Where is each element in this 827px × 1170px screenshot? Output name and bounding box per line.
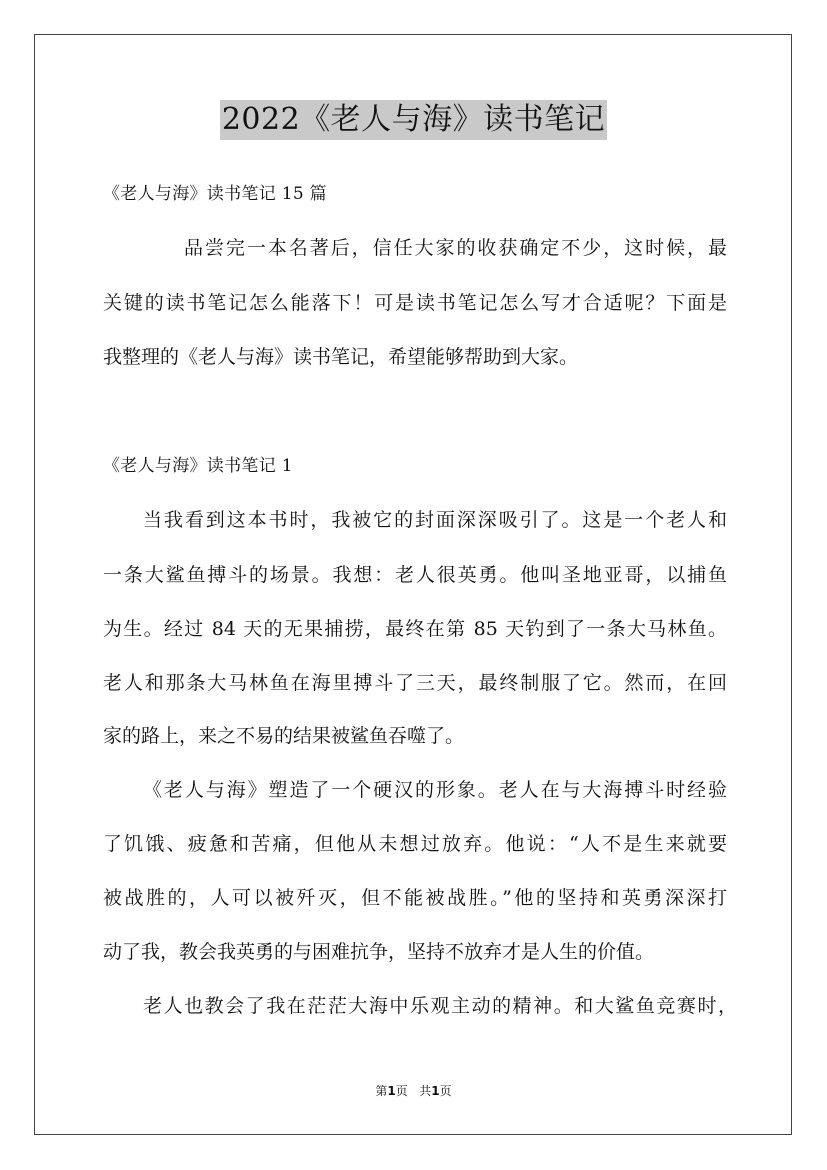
section-heading: 《老人与海》读书笔记 1: [103, 456, 293, 476]
title-container: [0, 100, 827, 140]
para2-line: 了饥饿、疲惫和苦痛，但他从未想过放弃。他说：“人不是生来就要: [103, 833, 727, 855]
document-title: 2022《老人与海》读书笔记: [220, 100, 607, 140]
para1-line: 一条大鲨鱼搏斗的场景。我想：老人很英勇。他叫圣地亚哥，以捕鱼: [103, 564, 727, 586]
total-pages: 1: [431, 1084, 440, 1098]
para3-line: 老人也教会了我在茫茫大海中乐观主动的精神。和大鲨鱼竞赛时，: [143, 995, 737, 1017]
para2-line: 《老人与海》塑造了一个硬汉的形象。老人在与大海搏斗时经验: [143, 779, 727, 801]
para1-line: 当我看到这本书时，我被它的封面深深吸引了。这是一个老人和: [143, 509, 727, 531]
page-footer: 第1页 共1页: [375, 1084, 452, 1098]
para2-line: 动了我，教会我英勇的与困难抗争，坚持不放弃才是人生的价值。: [103, 941, 655, 963]
document-subtitle: 《老人与海》读书笔记 15 篇: [103, 184, 327, 204]
page-number: 1: [387, 1084, 396, 1098]
para1-line: 老人和那条大马林鱼在海里搏斗了三天，最终制服了它。然而，在回: [103, 672, 727, 694]
para2-line: 被战胜的，人可以被歼灭，但不能被战胜。”他的坚持和英勇深深打: [103, 887, 727, 909]
para1-line: 家的路上，来之不易的结果被鲨鱼吞噬了。: [103, 725, 465, 747]
intro-line: 关键的读书笔记怎么能落下！可是读书笔记怎么写才合适呢？下面是: [103, 292, 727, 314]
intro-line: 品尝完一本名著后，信任大家的收获确定不少，这时候，最: [184, 237, 727, 259]
para1-line: 为生。经过 84 天的无果捕捞，最终在第 85 天钓到了一条大马林鱼。: [103, 618, 727, 640]
intro-line: 我整理的《老人与海》读书笔记，希望能够帮助到大家。: [103, 346, 579, 368]
